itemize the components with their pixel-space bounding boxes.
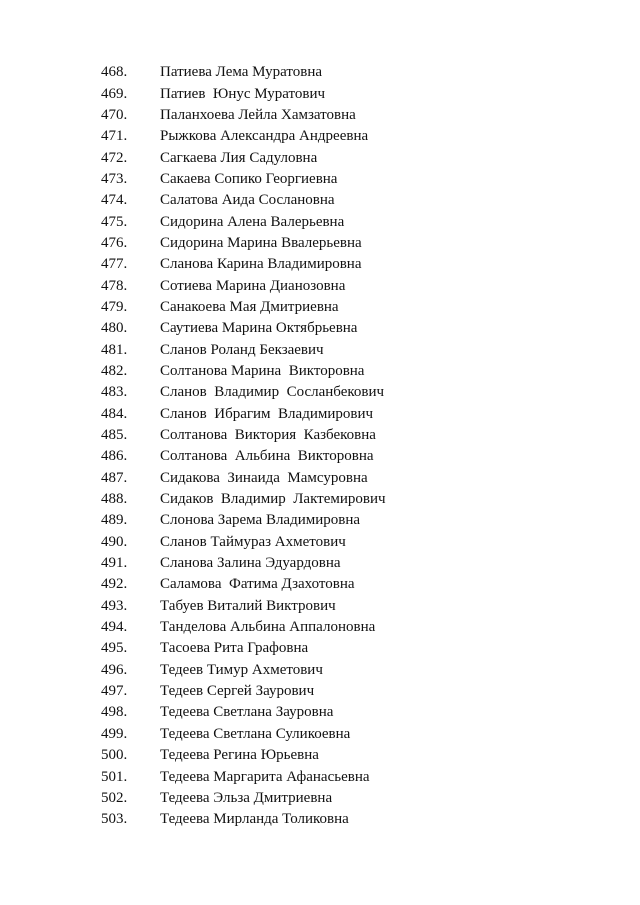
list-item [0, 254, 386, 275]
entry-name: Салатова Аида Сослановна [160, 192, 335, 209]
entry-number: 488. [101, 491, 128, 508]
entry-name: Сланов Владимир Сосланбекович [160, 384, 385, 401]
entry-number: 485. [101, 427, 128, 444]
list-item [0, 62, 386, 83]
entry-number: 487. [101, 469, 128, 486]
entry-name: Сланов Роланд Бекзаевич [160, 341, 324, 358]
entry-number: 501. [101, 768, 128, 785]
entry-number: 496. [101, 661, 128, 678]
entry-name: Тедеева Светлана Зауровна [160, 704, 334, 721]
entry-name: Солтанова Виктория Казбековна [160, 427, 376, 444]
list-item [0, 446, 386, 467]
entry-name: Сотиева Марина Дианозовна [160, 277, 346, 294]
entry-name: Тедеева Регина Юрьевна [160, 747, 319, 764]
list-item [0, 425, 386, 446]
entry-name: Саутиева Марина Октябрьевна [160, 320, 358, 337]
list-item [0, 169, 386, 190]
entry-number: 502. [101, 789, 128, 806]
entry-name: Сланов Таймураз Ахметович [160, 533, 346, 550]
entry-number: 481. [101, 341, 128, 358]
entry-name: Паланхоева Лейла Хамзатовна [160, 106, 356, 123]
list-item [0, 126, 386, 147]
list-item [0, 553, 386, 574]
list-item [0, 745, 386, 766]
entry-number: 486. [101, 448, 128, 465]
entry-number: 492. [101, 576, 128, 593]
list-item [0, 532, 386, 553]
entry-number: 499. [101, 725, 128, 742]
list-item [0, 766, 386, 787]
entry-number: 471. [101, 128, 128, 145]
entry-name: Тедеев Тимур Ахметович [160, 661, 323, 678]
list-item [0, 702, 386, 723]
entry-number: 472. [101, 149, 128, 166]
list-item [0, 617, 386, 638]
list-item [0, 404, 386, 425]
entry-name: Тедеева Мирланда Толиковна [160, 811, 349, 828]
list-item [0, 809, 386, 830]
entry-name: Солтанова Марина Викторовна [160, 362, 365, 379]
entry-number: 470. [101, 106, 128, 123]
entry-name: Солтанова Альбина Викторовна [160, 448, 374, 465]
entry-number: 476. [101, 234, 128, 251]
list-item [0, 233, 386, 254]
entry-number: 469. [101, 85, 128, 102]
entry-number: 483. [101, 384, 128, 401]
entry-name: Тедеева Эльза Дмитриевна [160, 789, 333, 806]
entry-name: Тедеева Маргарита Афанасьевна [160, 768, 370, 785]
entry-name: Сланова Залина Эдуардовна [160, 555, 341, 572]
entry-name: Патиев Юнус Муратович [160, 85, 326, 102]
list-item [0, 489, 386, 510]
list-item [0, 660, 386, 681]
entry-name: Тасоева Рита Графовна [160, 640, 309, 657]
entry-name: Санакоева Мая Дмитриевна [160, 298, 339, 315]
list-item [0, 318, 386, 339]
entry-name: Сланов Ибрагим Владимирович [160, 405, 374, 422]
entry-number: 468. [101, 64, 128, 81]
entry-name: Сакаева Сопико Георгиевна [160, 170, 338, 187]
list-item [0, 788, 386, 809]
entry-number: 482. [101, 362, 128, 379]
list-item [0, 596, 386, 617]
entry-number: 495. [101, 640, 128, 657]
entry-name: Патиева Лема Муратовна [160, 64, 323, 81]
entry-number: 489. [101, 512, 128, 529]
entry-name: Сидаков Владимир Лактемирович [160, 491, 386, 508]
entry-number: 473. [101, 170, 128, 187]
name-list [0, 62, 386, 830]
list-item [0, 724, 386, 745]
list-item [0, 339, 386, 360]
list-item [0, 681, 386, 702]
list-item [0, 468, 386, 489]
list-item [0, 211, 386, 232]
entry-number: 498. [101, 704, 128, 721]
entry-number: 493. [101, 597, 128, 614]
entry-number: 478. [101, 277, 128, 294]
entry-number: 479. [101, 298, 128, 315]
list-item [0, 382, 386, 403]
entry-name: Тедеева Светлана Суликоевна [160, 725, 351, 742]
entry-name: Слонова Зарема Владимировна [160, 512, 361, 529]
entry-name: Сидакова Зинаида Мамсуровна [160, 469, 368, 486]
entry-name: Танделова Альбина Аппалоновна [160, 619, 376, 636]
entry-name: Табуев Виталий Виктрович [160, 597, 336, 614]
entry-number: 490. [101, 533, 128, 550]
list-item [0, 297, 386, 318]
list-item [0, 275, 386, 296]
entry-name: Сидорина Марина Ввалерьевна [160, 234, 362, 251]
list-item [0, 147, 386, 168]
entry-number: 477. [101, 256, 128, 273]
entry-number: 503. [101, 811, 128, 828]
list-item [0, 510, 386, 531]
entry-number: 494. [101, 619, 128, 636]
entry-name: Сагкаева Лия Садуловна [160, 149, 318, 166]
entry-number: 480. [101, 320, 128, 337]
entry-name: Тедеев Сергей Заурович [160, 683, 315, 700]
entry-number: 474. [101, 192, 128, 209]
list-item [0, 105, 386, 126]
entry-number: 491. [101, 555, 128, 572]
entry-number: 497. [101, 683, 128, 700]
entry-number: 500. [101, 747, 128, 764]
list-item [0, 190, 386, 211]
list-item [0, 361, 386, 382]
entry-number: 475. [101, 213, 128, 230]
list-item [0, 83, 386, 104]
entry-name: Рыжкова Александра Андреевна [160, 128, 369, 145]
entry-number: 484. [101, 405, 128, 422]
list-item [0, 574, 386, 595]
list-item [0, 638, 386, 659]
entry-name: Сланова Карина Владимировна [160, 256, 362, 273]
entry-name: Саламова Фатима Дзахотовна [160, 576, 355, 593]
entry-name: Сидорина Алена Валерьевна [160, 213, 345, 230]
